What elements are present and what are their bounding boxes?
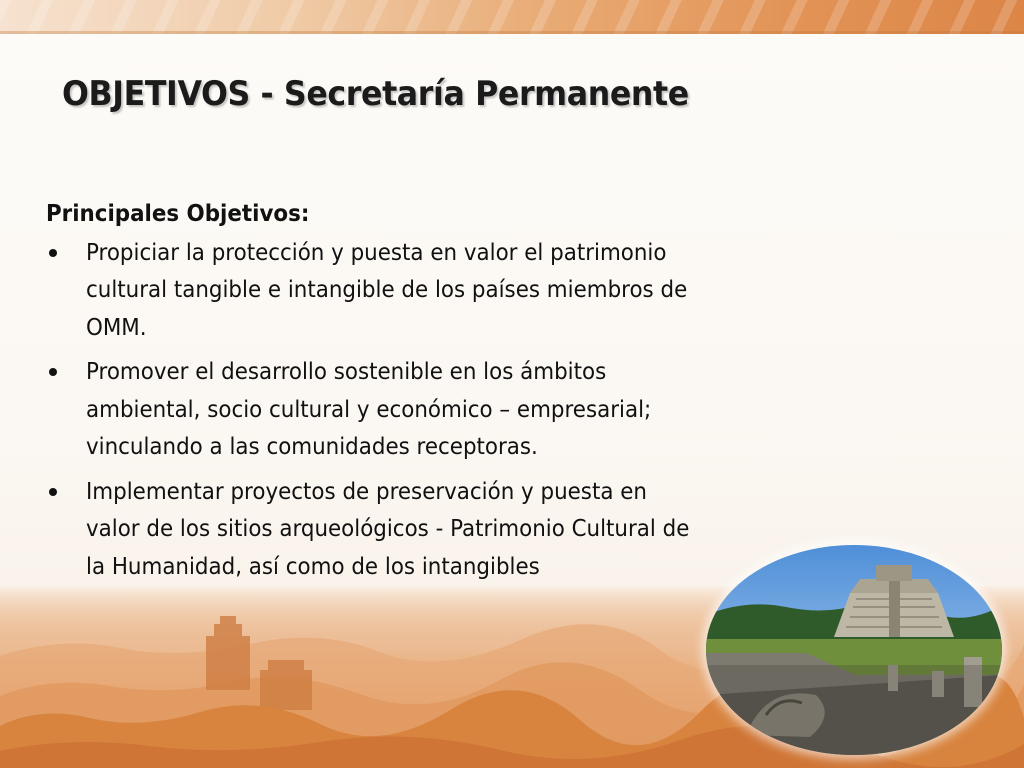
bullet-line: vinculando a las comunidades receptoras. bbox=[86, 434, 538, 460]
bullet-text bbox=[46, 474, 816, 587]
bullet-dot-icon bbox=[46, 474, 60, 512]
bullet-line: Implementar proyectos de preservación y puesta en bbox=[86, 478, 647, 505]
bullet-line: Propiciar la protección y puesta en valor el patrimonio bbox=[86, 239, 667, 266]
bullet-dot-icon bbox=[46, 235, 60, 273]
top-decorative-banner bbox=[0, 0, 1024, 34]
bullet-line: Promover el desarrollo sostenible en los ámbitos bbox=[86, 359, 607, 385]
bullet-line: valor de los sitios arqueológicos - Patrimonio Cultural de bbox=[86, 516, 690, 542]
bullet-dot-icon bbox=[46, 354, 60, 392]
pyramid-photo bbox=[706, 545, 1002, 755]
slide-title: OBJETIVOS - Secretaría Permanente bbox=[62, 74, 689, 114]
bullet-item bbox=[46, 354, 816, 467]
bullet-item bbox=[46, 474, 816, 587]
bullet-line: la Humanidad, así como de los intangibles bbox=[86, 553, 540, 580]
slide-content bbox=[46, 196, 816, 586]
bullet-item bbox=[46, 235, 816, 348]
bullet-text bbox=[46, 354, 816, 467]
objectives-heading: Principales Objetivos: bbox=[46, 201, 310, 227]
bullet-line: cultural tangible e intangible de los países miembros de bbox=[86, 277, 688, 303]
bullet-text bbox=[46, 235, 816, 348]
bullet-line: OMM. bbox=[86, 314, 147, 341]
bullet-line: ambiental, socio cultural y económico – empresarial; bbox=[86, 396, 652, 423]
